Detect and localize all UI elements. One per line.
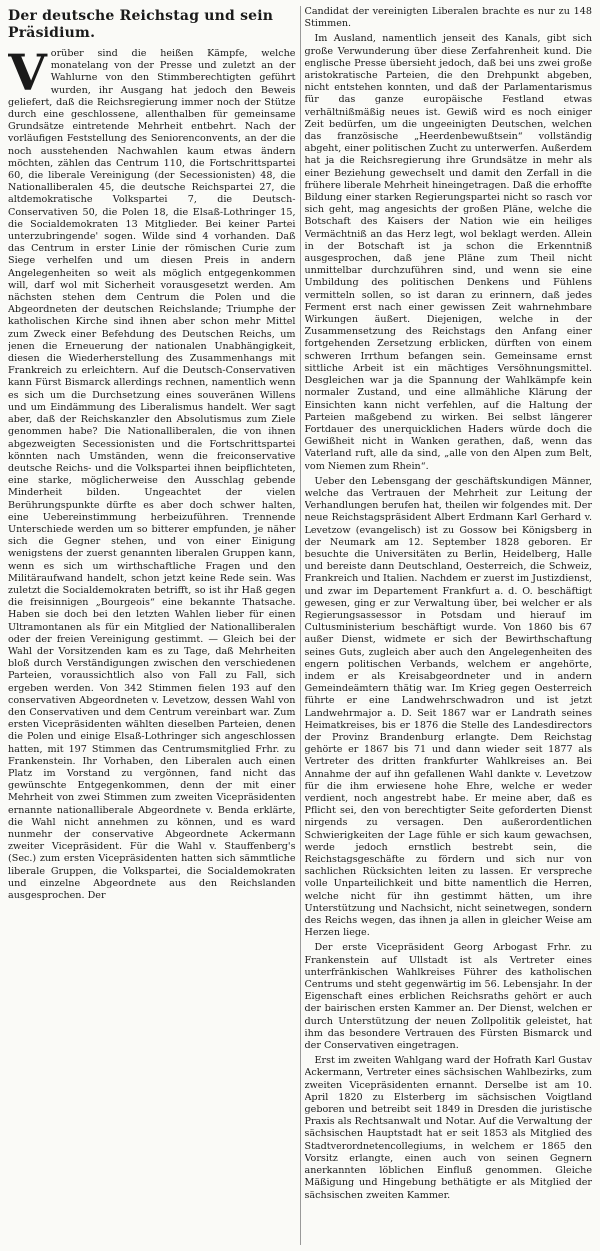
drop-cap-initial: V <box>8 43 47 102</box>
paragraph: Im Ausland, namentlich jenseit des Kanals, gibt sich große Verwunderung über diese Zerfahrenheit kund. Die englische Presse übersieht jedoch, daß bei uns zwei große aristokratische Parteien, die den Drehpunkt abgeben, nicht entstehen konnten, und daß der Parlamentarismus für das ganze europäische Festland etwas verhältnißmäßig neues ist. Gewiß wird es noch einiger Zeit bedürfen, um die ungeeinigten Deutschen, welchen das französische „Heerdenbewußtsein“ vollständig abgeht, einer politischen Zucht zu unterwerfen. Außerdem hat ja die Reichsregierung ihre Grundsätze in mehr als einer Beziehung gewechselt und damit den Zerfall in die frühere liberale Mehrheit hineingetragen. Daß die erhoffte Bildung einer starken Regierungspartei nicht so rasch vor sich geht, mag angesichts der großen Pläne, welche die Botschaft des Kaisers der Nation wie ein heiliges Vermächtniß an das Herz legt, wol beklagt werden. Allein in der Botschaft ist ja schon die Erkenntniß ausgesprochen, daß jene Pläne zum Theil nicht unmittelbar durchzuführen sind, und wenn sie eine Umbildung des politischen Denkens und Fühlens vermitteln sollen, so ist daran zu erinnern, daß jedes Ferment erst nach einer gewissen Zeit wahrnehmbare Wirkungen äußert. Diejenigen, welche in der Zusammensetzung des Reichstags den Anfang einer fortgehenden Zersetzung erblicken, dürften von einem schweren Irrthum befangen sein. Gemeinsame ernst sittliche Arbeit ist ein mächtiges Versöhnungsmittel. Desgleichen war ja die Spannung der Wahlkämpfe kein normaler Zustand, und eine allmähliche Klärung der Einsichten kann nicht verfehlen, auf die Haltung der Parteien maßgebend zu wirken. Bei selbst längerer Fortdauer des unerquicklichen Haders würde doch die Gewißheit nicht in Wanken gerathen, daß, wenn das Vaterland ruft, alle da sind, „alle von den Alpen zum Belt, vom Niemen zum Rhein“. <box>304 33 592 472</box>
paragraph: Candidat der vereinigten Liberalen brachte es nur zu 148 Stimmen. <box>304 6 592 30</box>
paragraph-text: orüber sind die heißen Kämpfe, welche monatelang von der Presse und zuletzt an der Wahlurne von den Stimmberechtigten geführt wurden, ihr Ausgang hat jedoch den Beweis geliefert, daß die Reichsregierung immer noch der Stütze durch eine geschlossene, allenthalben für gemeinsame Grundsätze eintretende Mehrheit entbehrt. Nach der vorläufigen Feststellung des Seniorenconvents, an der die noch ausstehenden Nachwahlen kaum etwas ändern möchten, zählen das Centrum 110, die Fortschrittspartei 60, die liberale Vereinigung (der Secessionisten) 48, die Nationalliberalen 45, die deutsche Reichspartei 27, die altdemokratische Volkspartei 7, die Deutsch-Conservativen 50, die Polen 18, die Elsaß-Lothringer 15, die Socialdemokraten 13 Mitglieder. Bei keiner Partei unterzubringende' sogen. Wilde sind 4 vorhanden. Daß das Centrum in erster Linie der römischen Curie zum Siege verhelfen und um diesen Preis in andern Angelegenheiten so weit als möglich entgegenkommen will, darf wol mit Sicherheit vorausgesetzt werden. Am nächsten stehen dem Centrum die Polen und die Abgeordneten der deutschen Reichslande; Triumphe der katholischen Kirche sind ihnen aber schon mehr Mittel zum Zweck einer Befehdung des Deutschen Reichs, um jenen die Erneuerung der nationalen Unabhängigkeit, diesen die Wiederherstellung des Zusammenhangs mit Frankreich zu erleichtern. Auf die Deutsch-Conservativen kann Fürst Bismarck allerdings rechnen, namentlich wenn es sich um die Durchsetzung eines souveränen Willens und um Eindämmung des Liberalismus handelt. Wer sagt aber, daß der Reichskanzler den Absolutismus zum Ziele genommen habe? Die Nationalliberalen, die von ihnen abgezweigten Secessionisten und die Fortschrittspartei könnten nach Umständen, wenn die freiconservative deutsche Reichs- und die Volkspartei ihnen beipflichteten, eine starke, möglicherweise den Ausschlag gebende Minderheit bilden. Ungeachtet der vielen Berührungspunkte dürfte es aber doch schwer halten, eine Uebereinstimmung herbeizuführen. Trennende Unterschiede werden um so bitterer empfunden, je näher sich die Gegner stehen, und von einer Einigung wenigstens der zuerst genannten liberalen Gruppen kann, wenn es sich um wirthschaftliche Fragen und den Militäraufwand handelt, schon jetzt keine Rede sein. Was zuletzt die Socialdemokraten betrifft, so ist ihr Haß gegen die freisinnigen „Bourgeois“ eine bekannte Thatsache. Haben sie doch bei den letzten Wahlen lieber für einen Ultramontanen als für ein Mitglied der Nationalliberalen oder der freien Vereinigung gestimmt. — Gleich bei der Wahl der Vorsitzenden kam es zu Tage, daß Mehrheiten bloß durch Verständigungen zwischen den verschiedenen Parteien, voraussichtlich also von Fall zu Fall, sich ergeben werden. Von 342 Stimmen fielen 193 auf den conservativen Abgeordneten v. Levetzow, dessen Wahl von den Conservativen und dem Centrum vereinbart war. Zum ersten Vicepräsidenten wählten dieselben Parteien, denen die Polen und einige Elsaß-Lothringer sich angeschlossen hatten, mit 197 Stimmen das Centrumsmitglied Frhr. zu Frankenstein. Ihr Vorhaben, den Liberalen auch einen Platz im Vorstand zu vergönnen, fand nicht das gewünschte Entgegenkommen, denn der mit einer Mehrheit von zwei Stimmen zum zweiten Vicepräsidenten ernannte nationalliberale Abgeordnete v. Benda erklärte, die Wahl nicht annehmen zu können, und es ward nunmehr der conservative Abgeordnete Ackermann zweiter Vicepräsident. Für die Wahl v. Stauffenberg's (Sec.) zum ersten Vicepräsidenten hatten sich sämmtliche liberale Gruppen, die Volkspartei, die Socialdemokraten und einzelne Abgeordnete aus den Reichslanden ausgesprochen. Der <box>8 48 296 902</box>
paragraph: Der erste Vicepräsident Georg Arbogast Frhr. zu Frankenstein auf Ullstadt ist als Vertreter eines unterfränkischen Wahlkreises Führer des katholischen Centrums und steht gegenwärtig im 56. Lebensjahr. In der Eigenschaft eines erblichen Reichsraths gehört er auch der bairischen ersten Kammer an. Der Dienst, welchen er durch Unterstützung der neuen Zollpolitik geleistet, hat ihm das besondere Vertrauen des Fürsten Bismarck und der Conservativen eingetragen. <box>304 942 592 1052</box>
left-column <box>8 6 296 1245</box>
paragraph: Ueber den Lebensgang der geschäftskundigen Männer, welche das Vertrauen der Mehrheit zur Leitung der Verhandlungen berufen hat, theilen wir folgendes mit. Der neue Reichstagspräsident Albert Erdmann Karl Gerhard v. Levetzow (evangelisch) ist zu Gossow bei Königsberg in der Neumark am 12. September 1828 geboren. Er besuchte die Universitäten zu Berlin, Heidelberg, Halle und bereiste dann Deutschland, Oesterreich, die Schweiz, Frankreich und Italien. Nachdem er zuerst im Justizdienst, und zwar im Departement Frankfurt a. d. O. beschäftigt gewesen, ging er zur Verwaltung über, bei welcher er als Regierungsassessor in Potsdam und hierauf im Cultusministerium beschäftigt wurde. Von 1860 bis 67 außer Dienst, widmete er sich der Bewirthschaftung seines Guts, zugleich aber auch den Angelegenheiten des engern politischen Verbands, welchem er angehörte, indem er als Kreisabgeordneter und in andern Gemeindeämtern thätig war. Im Krieg gegen Oesterreich führte er eine Landwehrschwadron und ist jetzt Landwehrmajor a. D. Seit 1867 war er Landrath seines Heimatkreises, bis er 1876 die Stelle des Landesdirectors der Provinz Brandenburg erlangte. Dem Reichstag gehörte er 1867 bis 71 und dann wieder seit 1877 als Vertreter des dritten frankfurter Wahlkreises an. Bei Annahme der auf ihn gefallenen Wahl dankte v. Levetzow für die ihm erwiesene hohe Ehre, welche er weder verdient, noch angestrebt habe. Er meine aber, daß es Pflicht sei, den von berechtigter Seite geforderten Dienst nirgends zu versagen. Den außerordentlichen Schwierigkeiten der Lage fühle er sich kaum gewachsen, werde jedoch ernstlich bestrebt sein, die Reichstagsgeschäfte zu fördern und sich nur von sachlichen Rücksichten leiten zu lassen. Er verspreche volle Unparteilichkeit und bitte namentlich die Herren, welche nicht für ihn gestimmt hätten, um ihre Unterstützung und Nachsicht, nicht seinetwegen, sondern des Reichs wegen, das ihnen ja allen in gleicher Weise am Herzen liege. <box>304 475 592 939</box>
paragraph: Erst im zweiten Wahlgang ward der Hofrath Karl Gustav Ackermann, Vertreter eines sächsischen Wahlbezirks, zum zweiten Vicepräsidenten ernannt. Derselbe ist am 10. April 1820 zu Elsterberg im sächsischen Voigtland geboren und betreibt seit 1849 in Dresden die juristische Praxis als Rechtsanwalt und Notar. Auf die Verwaltung der sächsischen Hauptstadt hat er seit 1853 als Mitglied des Stadtverordnetencollegiums, in welchem er 1865 den Vorsitz erlangte, einen auch von seinen Gegnern anerkannten löblichen Einfluß genommen. Gleiche Mäßigung und Hingebung bethätigte er als Mitglied der sächsischen zweiten Kammer. <box>304 1055 592 1201</box>
right-column <box>305 6 593 1245</box>
article-columns <box>8 6 592 1245</box>
paragraph <box>8 43 296 902</box>
article-title: Der deutsche Reichstag und sein Präsidium. <box>8 8 274 41</box>
